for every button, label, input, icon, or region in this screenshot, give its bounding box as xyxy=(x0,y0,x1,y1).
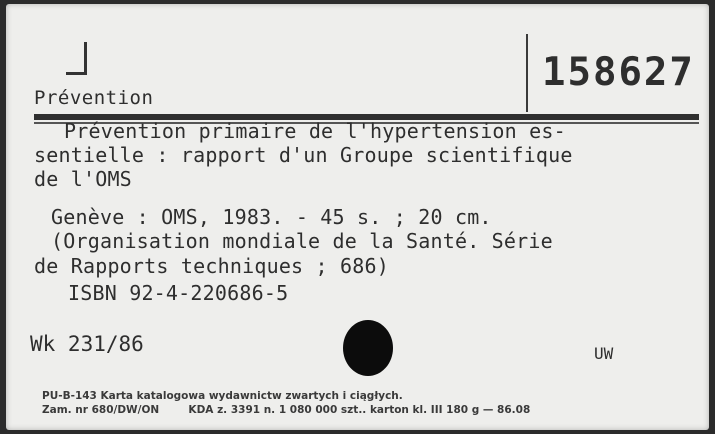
vertical-divider xyxy=(526,34,528,112)
imprint-line: Genève : OMS, 1983. - 45 s. ; 20 cm. xyxy=(51,205,492,229)
title-line-1: Prévention primaire de l'hypertension es- xyxy=(64,119,566,143)
title-line-3: de l'OMS xyxy=(34,167,132,191)
series-line-1: (Organisation mondiale de la Santé. Série xyxy=(51,229,553,253)
location-code: UW xyxy=(594,344,614,363)
punch-hole xyxy=(343,320,393,376)
catalog-card xyxy=(6,4,709,430)
footer-line-1: PU-B-143 Karta katalogowa wydawnictw zwartych i ciągłych. xyxy=(42,390,403,402)
corner-mark xyxy=(58,36,88,80)
isbn-line: ISBN 92-4-220686-5 xyxy=(68,281,289,305)
catalog-number: 158627 xyxy=(542,50,695,95)
series-line-2: de Rapports techniques ; 686) xyxy=(34,254,389,278)
corner-mark-vertical xyxy=(84,42,87,74)
corner-mark-horizontal xyxy=(66,72,87,75)
footer-line-2: Zam. nr 680/DW/ON KDA z. 3391 n. 1 080 000 szt.. karton kl. III 180 g — 86.08 xyxy=(42,404,531,416)
category-heading: Prévention xyxy=(34,87,154,109)
title-line-2: sentielle : rapport d'un Groupe scientifique xyxy=(34,143,573,167)
shelfmark: Wk 231/86 xyxy=(30,332,144,356)
